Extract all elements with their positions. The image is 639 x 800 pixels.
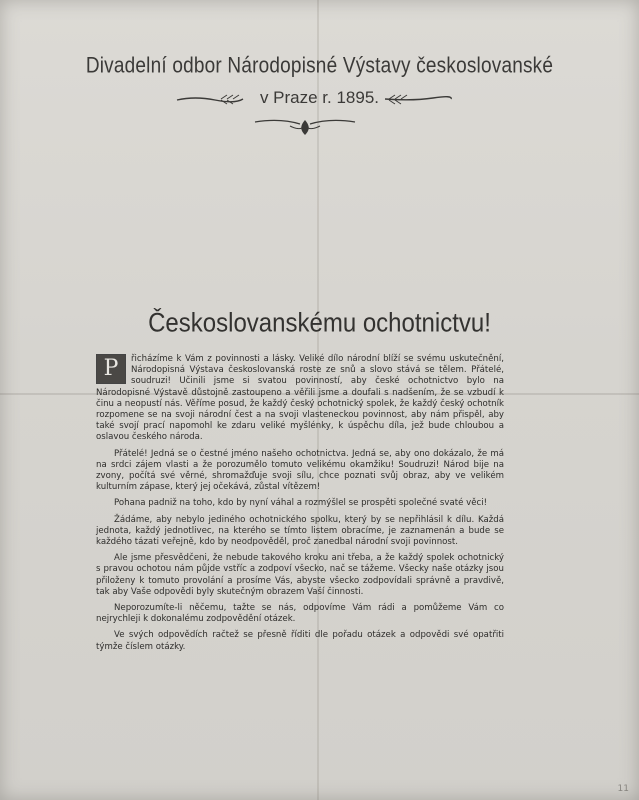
flourish-right-icon (383, 92, 453, 106)
paragraph-4: Žádáme, aby nebylo jediného ochotnického spolku, který by se nepřihlásil k dílu. Každá jednota, každý jednotlivec, na kterého se tímto listem obracíme, je zaznamenán a bude se každého tázati veřejně, kdo by neodpověděl, proč zanedbal národní svoji povinnost. (96, 514, 504, 548)
header-title: Divadelní odbor Národopisné Výstavy českoslovanské (85, 54, 554, 79)
paragraph-5: Ale jsme přesvědčeni, že nebude takového kroku ani třeba, a že každý spolek ochotnický s pravou ochotou nám půjde vstříc a zodpoví všecko, nač se tážeme. Všecky naše otázky jsou přiloženy k tomuto provolání a prosíme Vás, abyste všecko zodpovídali správně a pravdivě, tak aby Vaše odpovědi byly skutečným obrazem Vaší činnosti. (96, 553, 504, 597)
paragraph-3: Pohana padniž na toho, kdo by nyní váhal a rozmýšlel se prospěti společné svaté věci! (114, 498, 488, 509)
paragraph-7: Ve svých odpovědích račtež se přesně říditi dle pořadu otázek a odpovědi své opatřiti týmže číslem otázky. (96, 630, 504, 652)
ornament-divider-icon (250, 116, 360, 138)
appeal-title: Českoslovanskému ochotnictvu! (148, 308, 491, 339)
paragraph-1 (96, 354, 504, 444)
paragraph-2: Přátelé! Jedná se o čestné jméno našeho ochotnictva. Jedná se, aby ono dokázalo, že má na srdci zájem vlasti a že porozumělo tomuto velikému okamžiku! Soudruzi! Národ bije na zvony, počítá své věrné, shromažďuje svoji sílu, chce poznati svůj obraz, aby ve velikém kulturním zápase, který jej očekává, zůstal vítězem! (96, 448, 504, 493)
header-subtitle-row (0, 88, 639, 110)
header-subtitle: v Praze r. 1895. (259, 88, 380, 107)
paragraph-text: řicházíme k Vám z povinnosti a lásky. Veliké dílo národní blíží se svému uskutečnění, Národopisná Výstava českoslovanská roste ze snů a slovo stává se tělem. Přátelé, soudruzi! Učinili jsme si svatou povinností, aby české ochotnictvo bylo na Národopisné Výstavě důstojně zastoupeno a věřili jsme a doufali s nadšením, že se vzbudí k činu a neopustí nás. Věříme posud, že každý český ochotnický spolek, že každý český ochotník rozpomene se na svoji národní čest a na svoji vlasteneckou povinnost, aby nám přispěl, aby také svojí prací napomohl ke zdaru veliké myšlénky, k úspěchu díla, jež bude chloubou a oslavou českého národa. (96, 354, 504, 443)
dropcap: P (96, 354, 126, 384)
paragraph-6: Neporozumíte-li něčemu, tažte se nás, odpovíme Vám rádi a pomůžeme Vám co nejrychleji k dokonalému zodpovědění otázek. (96, 603, 504, 625)
page-mark: 11 (617, 784, 629, 794)
appeal-body (96, 354, 504, 658)
